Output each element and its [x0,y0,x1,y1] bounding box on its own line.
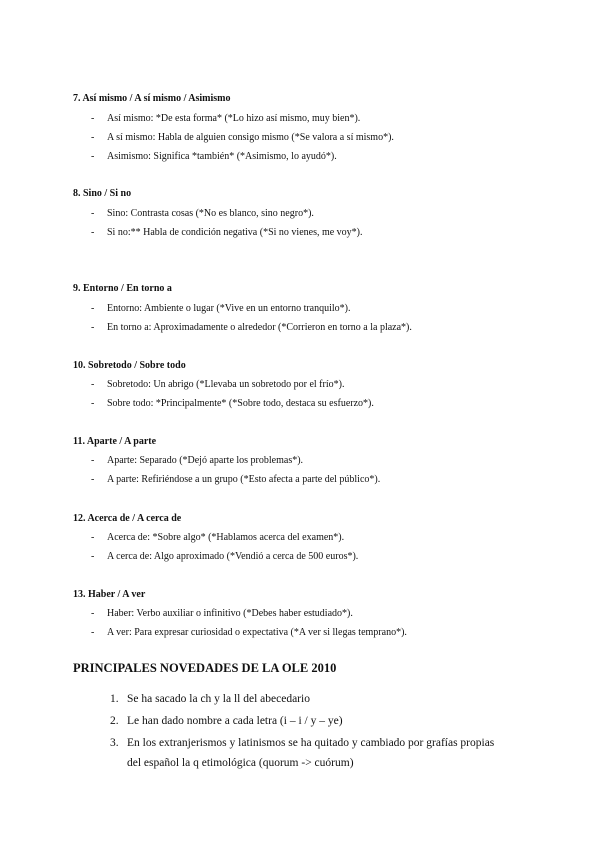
list-item-text: Sino: Contrasta cosas (*No es blanco, sino negro*). [107,208,314,219]
list-item [91,627,407,638]
list-item-text: A sí mismo: Habla de alguien consigo mismo (*Se valora a sí mismo*). [107,132,394,143]
bullet-dash: - [91,113,95,124]
section-heading: 11. Aparte / A parte [73,436,157,447]
section-heading: 13. Haber / A ver [73,589,146,600]
numbered-item [110,715,343,727]
list-item-text: Acerca de: *Sobre algo* (*Hablamos acerca del examen*). [107,532,345,543]
list-item [91,132,394,143]
list-item [91,398,374,409]
section-heading: 12. Acerca de / A cerca de [73,513,182,524]
list-item-text: Si no:** Habla de condición negativa (*Si no vienes, me voy*). [107,227,363,238]
list-item-text: En torno a: Aproximadamente o alrededor (*Corrieron en torno a la plaza*). [107,322,412,333]
list-item [91,113,360,124]
item-number: 2. [110,715,119,727]
list-item [91,303,351,314]
novedades-title: PRINCIPALES NOVEDADES DE LA OLE 2010 [73,661,337,675]
numbered-item-text: Le han dado nombre a cada letra (i – i / y – ye) [127,715,343,727]
bullet-dash: - [91,627,95,638]
list-item [91,379,344,390]
list-item [91,532,344,543]
list-item-text: Asimismo: Significa *también* (*Asimismo, lo ayudó*). [107,151,337,162]
bullet-dash: - [91,532,95,543]
list-item-text: Sobretodo: Un abrigo (*Llevaba un sobretodo por el frío*). [107,379,345,390]
numbered-item-text: Se ha sacado la ch y la ll del abecedario [127,693,310,705]
section-heading: 9. Entorno / En torno a [73,283,172,294]
item-number: 3. [110,737,119,749]
section-heading: 10. Sobretodo / Sobre todo [73,360,186,371]
bullet-dash: - [91,303,95,314]
list-item-text: Sobre todo: *Principalmente* (*Sobre todo, destaca su esfuerzo*). [107,398,374,409]
bullet-dash: - [91,398,95,409]
bullet-dash: - [91,151,95,162]
bullet-dash: - [91,455,95,466]
list-item-text: A ver: Para expresar curiosidad o expectativa (*A ver si llegas temprano*). [107,627,407,638]
bullet-dash: - [91,322,95,333]
list-item-text: A parte: Refiriéndose a un grupo (*Esto afecta a parte del público*). [107,474,381,485]
list-item [91,608,353,619]
list-item [91,322,412,333]
bullet-dash: - [91,379,95,390]
bullet-dash: - [91,132,95,143]
section-heading: 8. Sino / Si no [73,188,132,199]
bullet-dash: - [91,227,95,238]
list-item-text: Aparte: Separado (*Dejó aparte los problemas*). [107,455,304,466]
list-item [91,474,380,485]
list-item-text: A cerca de: Algo aproximado (*Vendió a cerca de 500 euros*). [107,551,359,562]
section-heading: 7. Así mismo / A sí mismo / Asimismo [73,93,231,104]
numbered-item-continuation: del español la q etimológica (quorum -> cuórum) [127,757,354,769]
list-item-text: Entorno: Ambiente o lugar (*Vive en un entorno tranquilo*). [107,303,351,314]
list-item [91,455,303,466]
list-item-text: Haber: Verbo auxiliar o infinitivo (*Debes haber estudiado*). [107,608,353,619]
list-item-text: Así mismo: *De esta forma* (*Lo hizo así mismo, muy bien*). [107,113,361,124]
bullet-dash: - [91,551,95,562]
list-item [91,208,314,219]
numbered-item [110,737,494,749]
list-item [91,551,358,562]
list-item [91,227,363,238]
bullet-dash: - [91,208,95,219]
bullet-dash: - [91,608,95,619]
list-item [91,151,337,162]
item-number: 1. [110,693,119,705]
bullet-dash: - [91,474,95,485]
numbered-item-text: En los extranjerismos y latinismos se ha quitado y cambiado por grafías propias [127,737,495,749]
numbered-item [110,693,310,705]
